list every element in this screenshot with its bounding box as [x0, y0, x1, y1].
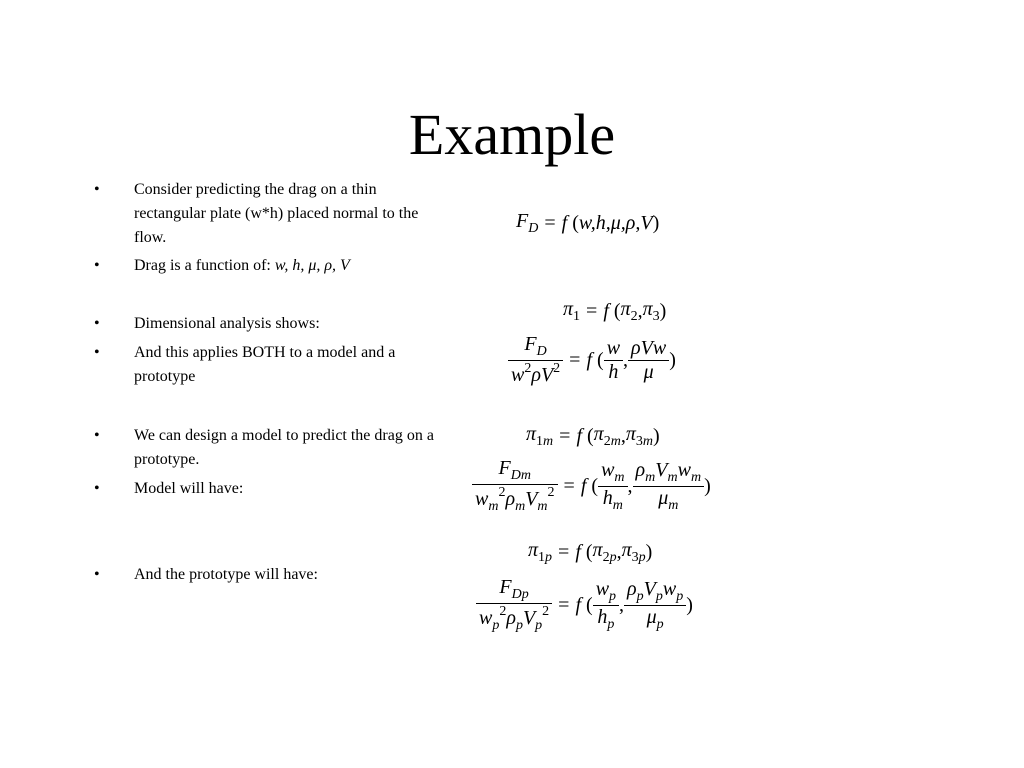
- equation-prototype-pi-groups: $\pi_{1p}$ = f ( $\pi_{2p}$ , $\pi_{3p}$ ): [528, 539, 653, 565]
- bullet-text: Model will have:: [134, 480, 244, 497]
- variable-list: w, h, μ, ρ, V: [274, 257, 350, 274]
- equation-drag-function: $F_D$ = f ( w,h,μ,ρ,V ): [516, 210, 660, 236]
- bullet-text: We can design a model to predict the drag on a prototype.: [134, 427, 434, 468]
- bullet-text: And this applies BOTH to a model and a prototype: [134, 344, 396, 385]
- bullet-marker: •: [94, 566, 100, 583]
- bullet-text: [134, 254, 439, 278]
- bullet-marker: •: [94, 315, 100, 332]
- equation-drag-coefficient: $\frac{F_D}{w^2\rho V^2}$ = f ( $\frac{w}{h}$ , $\frac{\text{ρVw}}{\mu}$ ): [508, 333, 676, 387]
- bullet-text: And the prototype will have:: [134, 566, 318, 583]
- slide-title: Example: [408, 102, 616, 167]
- bullet-marker: •: [94, 257, 100, 274]
- equation-model-pi-groups: $\pi_{1m}$ = f ( $\pi_{2m}$ , $\pi_{3m}$ ): [526, 423, 660, 449]
- equation-model-drag: $\frac{F_{Dm}}{w_m^2\rho_mV_m^2}$ = f ( $\frac{w_m}{h_m}$ , $\frac{\rho_mV_mw_m}{\mu_m}$ ): [472, 457, 711, 515]
- bullet-text: Consider predicting the drag on a thin rectangular plate (w*h) placed normal to the flow.: [134, 181, 419, 246]
- equation-pi-groups: $\pi_1$ = f ( $\pi_2$ , $\pi_3$ ): [563, 298, 667, 324]
- bullet-marker: •: [94, 427, 100, 444]
- bullet-prefix: Drag is a function of:: [134, 257, 275, 274]
- equation-prototype-drag: $\frac{F_{Dp}}{w_p^2\rho_pV_p^2}$ = f ( $\frac{w_p}{h_p}$ , $\frac{\rho_pV_pw_p}{\mu_p}$ ): [476, 576, 693, 634]
- bullet-text: Dimensional analysis shows:: [134, 315, 320, 332]
- bullet-marker: •: [94, 480, 100, 497]
- bullet-marker: •: [94, 344, 100, 361]
- bullet-marker: •: [94, 181, 100, 198]
